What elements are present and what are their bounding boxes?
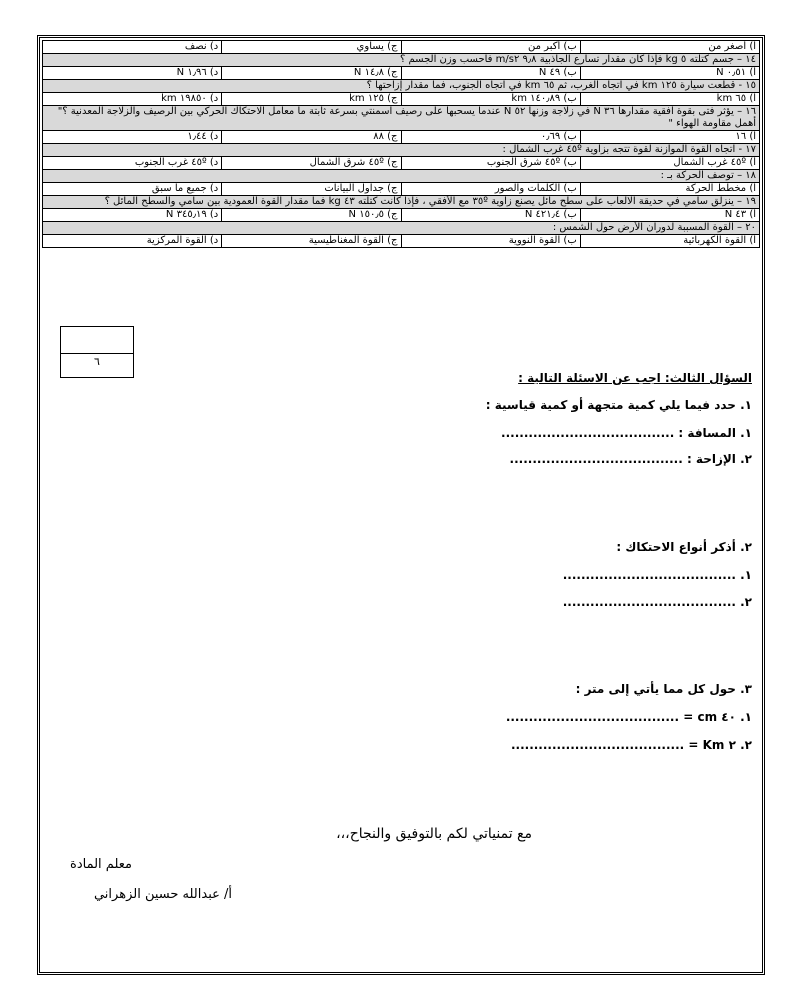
choice-option[interactable]: د) ٣٤٥٫١٩ N	[43, 209, 222, 222]
choice-option[interactable]: أ) مخطط الحركة	[580, 183, 759, 196]
choice-option[interactable]: أ) ١٦	[580, 131, 759, 144]
score-divider	[61, 353, 133, 354]
score-value: ٦	[94, 355, 100, 368]
choice-option[interactable]: ب) أكبر من	[401, 41, 580, 54]
choice-option[interactable]: د) جميع ما سبق	[43, 183, 222, 196]
teacher-title: معلم المادة	[70, 857, 132, 872]
choice-option[interactable]: د) ١٩٨٥٠ km	[43, 93, 222, 106]
answer-line-distance[interactable]: ١. المسافة : ......................................	[501, 426, 752, 440]
choice-option[interactable]: ج) ٨٨	[222, 131, 401, 144]
answer-line-convert-cm[interactable]: ١. ٤٠ cm = ......................................	[505, 710, 752, 724]
choice-option[interactable]: ب) الكلمات والصور	[401, 183, 580, 196]
score-box	[60, 326, 134, 378]
question-row	[43, 80, 760, 93]
choice-option[interactable]: ج) القوة المغناطيسية	[222, 235, 401, 248]
question-text: ١٦ – يؤثر فتى بقوة افقية مقدارها ٣٦ N في زلاجة وزنها ٥٢ N عندما يسحبها على رصيف اسمنتي بسرعة ثابتة ما معامل الاحتكاك الحركي بين الرصيف والزلاجة المعدنية ؟" أهمل مقاومة الهواء "	[43, 106, 760, 131]
choice-option[interactable]: أ) ٤٥º غرب الشمال	[580, 157, 759, 170]
question-friction-types: ٢. أذكر أنواع الاحتكاك :	[616, 540, 752, 554]
choice-option[interactable]: أ) ٤٣ N	[580, 209, 759, 222]
question-row	[43, 54, 760, 67]
choice-option[interactable]: ج) ١٤٫٨ N	[222, 67, 401, 80]
choices-row	[43, 41, 760, 54]
choice-option[interactable]: د) ١٫٤٤	[43, 131, 222, 144]
section-three-title: السؤال الثالث: اجب عن الاسئلة التالية :	[518, 371, 752, 385]
choice-option[interactable]: ج) ١٥٠٫٥ N	[222, 209, 401, 222]
question-row	[43, 170, 760, 183]
question-convert-meters: ٣. حول كل مما يأتي إلى متر :	[575, 682, 752, 696]
question-text: ١٨ – توصف الحركة بـ :	[43, 170, 760, 183]
question-row	[43, 144, 760, 157]
mcq-table	[42, 40, 760, 248]
question-text: ١٥ - قطعت سيارة ١٢٥ km في اتجاه الغرب، ثم ٦٥ km في اتجاه الجنوب، فما مقدار إزاحتها ؟	[43, 80, 760, 93]
choice-option[interactable]: د) ١٫٩٦ N	[43, 67, 222, 80]
question-text: ١٤ – جسم كتلته ٥ kg فإذا كان مقدار تسارع الجاذبية ٩٫٨ m/s٢ فاحسب وزن الجسم ؟	[43, 54, 760, 67]
choices-row	[43, 209, 760, 222]
choice-option[interactable]: أ) ٠٫٥١ N	[580, 67, 759, 80]
choice-option[interactable]: د) القوة المركزية	[43, 235, 222, 248]
choices-row	[43, 93, 760, 106]
choice-option[interactable]: ب) ٤٢١٫٤ N	[401, 209, 580, 222]
choices-row	[43, 235, 760, 248]
choices-row	[43, 131, 760, 144]
choice-option[interactable]: ب) ٤٥º شرق الجنوب	[401, 157, 580, 170]
choice-option[interactable]: ب) ٠٫٦٩	[401, 131, 580, 144]
answer-line-displacement[interactable]: ٢. الإزاحة : ......................................	[509, 452, 752, 466]
choice-option[interactable]: ب) ١٤٠٫٨٩ km	[401, 93, 580, 106]
question-row	[43, 222, 760, 235]
choice-option[interactable]: ج) ٤٥º شرق الشمال	[222, 157, 401, 170]
choices-row	[43, 67, 760, 80]
choice-option[interactable]: أ) القوة الكهربائية	[580, 235, 759, 248]
choice-option[interactable]: ج) جداول البيانات	[222, 183, 401, 196]
answer-line-friction-1[interactable]: ١. ......................................	[562, 568, 752, 582]
question-text: ٢٠ – القوة المسببة لدوران الأرض حول الشمس :	[43, 222, 760, 235]
question-row	[43, 196, 760, 209]
choice-option[interactable]: د) ٤٥º غرب الجنوب	[43, 157, 222, 170]
answer-line-friction-2[interactable]: ٢. ......................................	[562, 595, 752, 609]
closing-wish: مع تمنياتي لكم بالتوفيق والنجاح،،،	[336, 826, 532, 842]
question-text: ١٧ - اتجاه القوة الموازنة لقوة تتجه بزاوية ٤٥º غرب الشمال :	[43, 144, 760, 157]
choice-option[interactable]: ج) ١٢٥ km	[222, 93, 401, 106]
choice-option[interactable]: د) نصف	[43, 41, 222, 54]
choice-option[interactable]: أ) أصغر من	[580, 41, 759, 54]
choices-row	[43, 157, 760, 170]
question-vector-scalar: ١. حدد فيما يلي كمية متجهة أو كمية قياسية :	[485, 398, 752, 412]
question-row	[43, 106, 760, 131]
question-text: ١٩ – ينزلق سامي في حديقة الالعاب على سطح مائل يصنع زاوية ٣٥º مع الأفقي ، فإذا كانت كتلته ٤٣ kg فما مقدار القوة العمودية بين سامي والسطح المائل ؟	[43, 196, 760, 209]
choices-row	[43, 183, 760, 196]
teacher-name: أ/ عبدالله حسين الزهراني	[93, 887, 232, 902]
choice-option[interactable]: ب) القوة النووية	[401, 235, 580, 248]
choice-option[interactable]: ج) يساوي	[222, 41, 401, 54]
answer-line-convert-km[interactable]: ٢. ٢ Km = ......................................	[510, 738, 752, 752]
choice-option[interactable]: ب) ٤٩ N	[401, 67, 580, 80]
choice-option[interactable]: أ) ٦٥ km	[580, 93, 759, 106]
